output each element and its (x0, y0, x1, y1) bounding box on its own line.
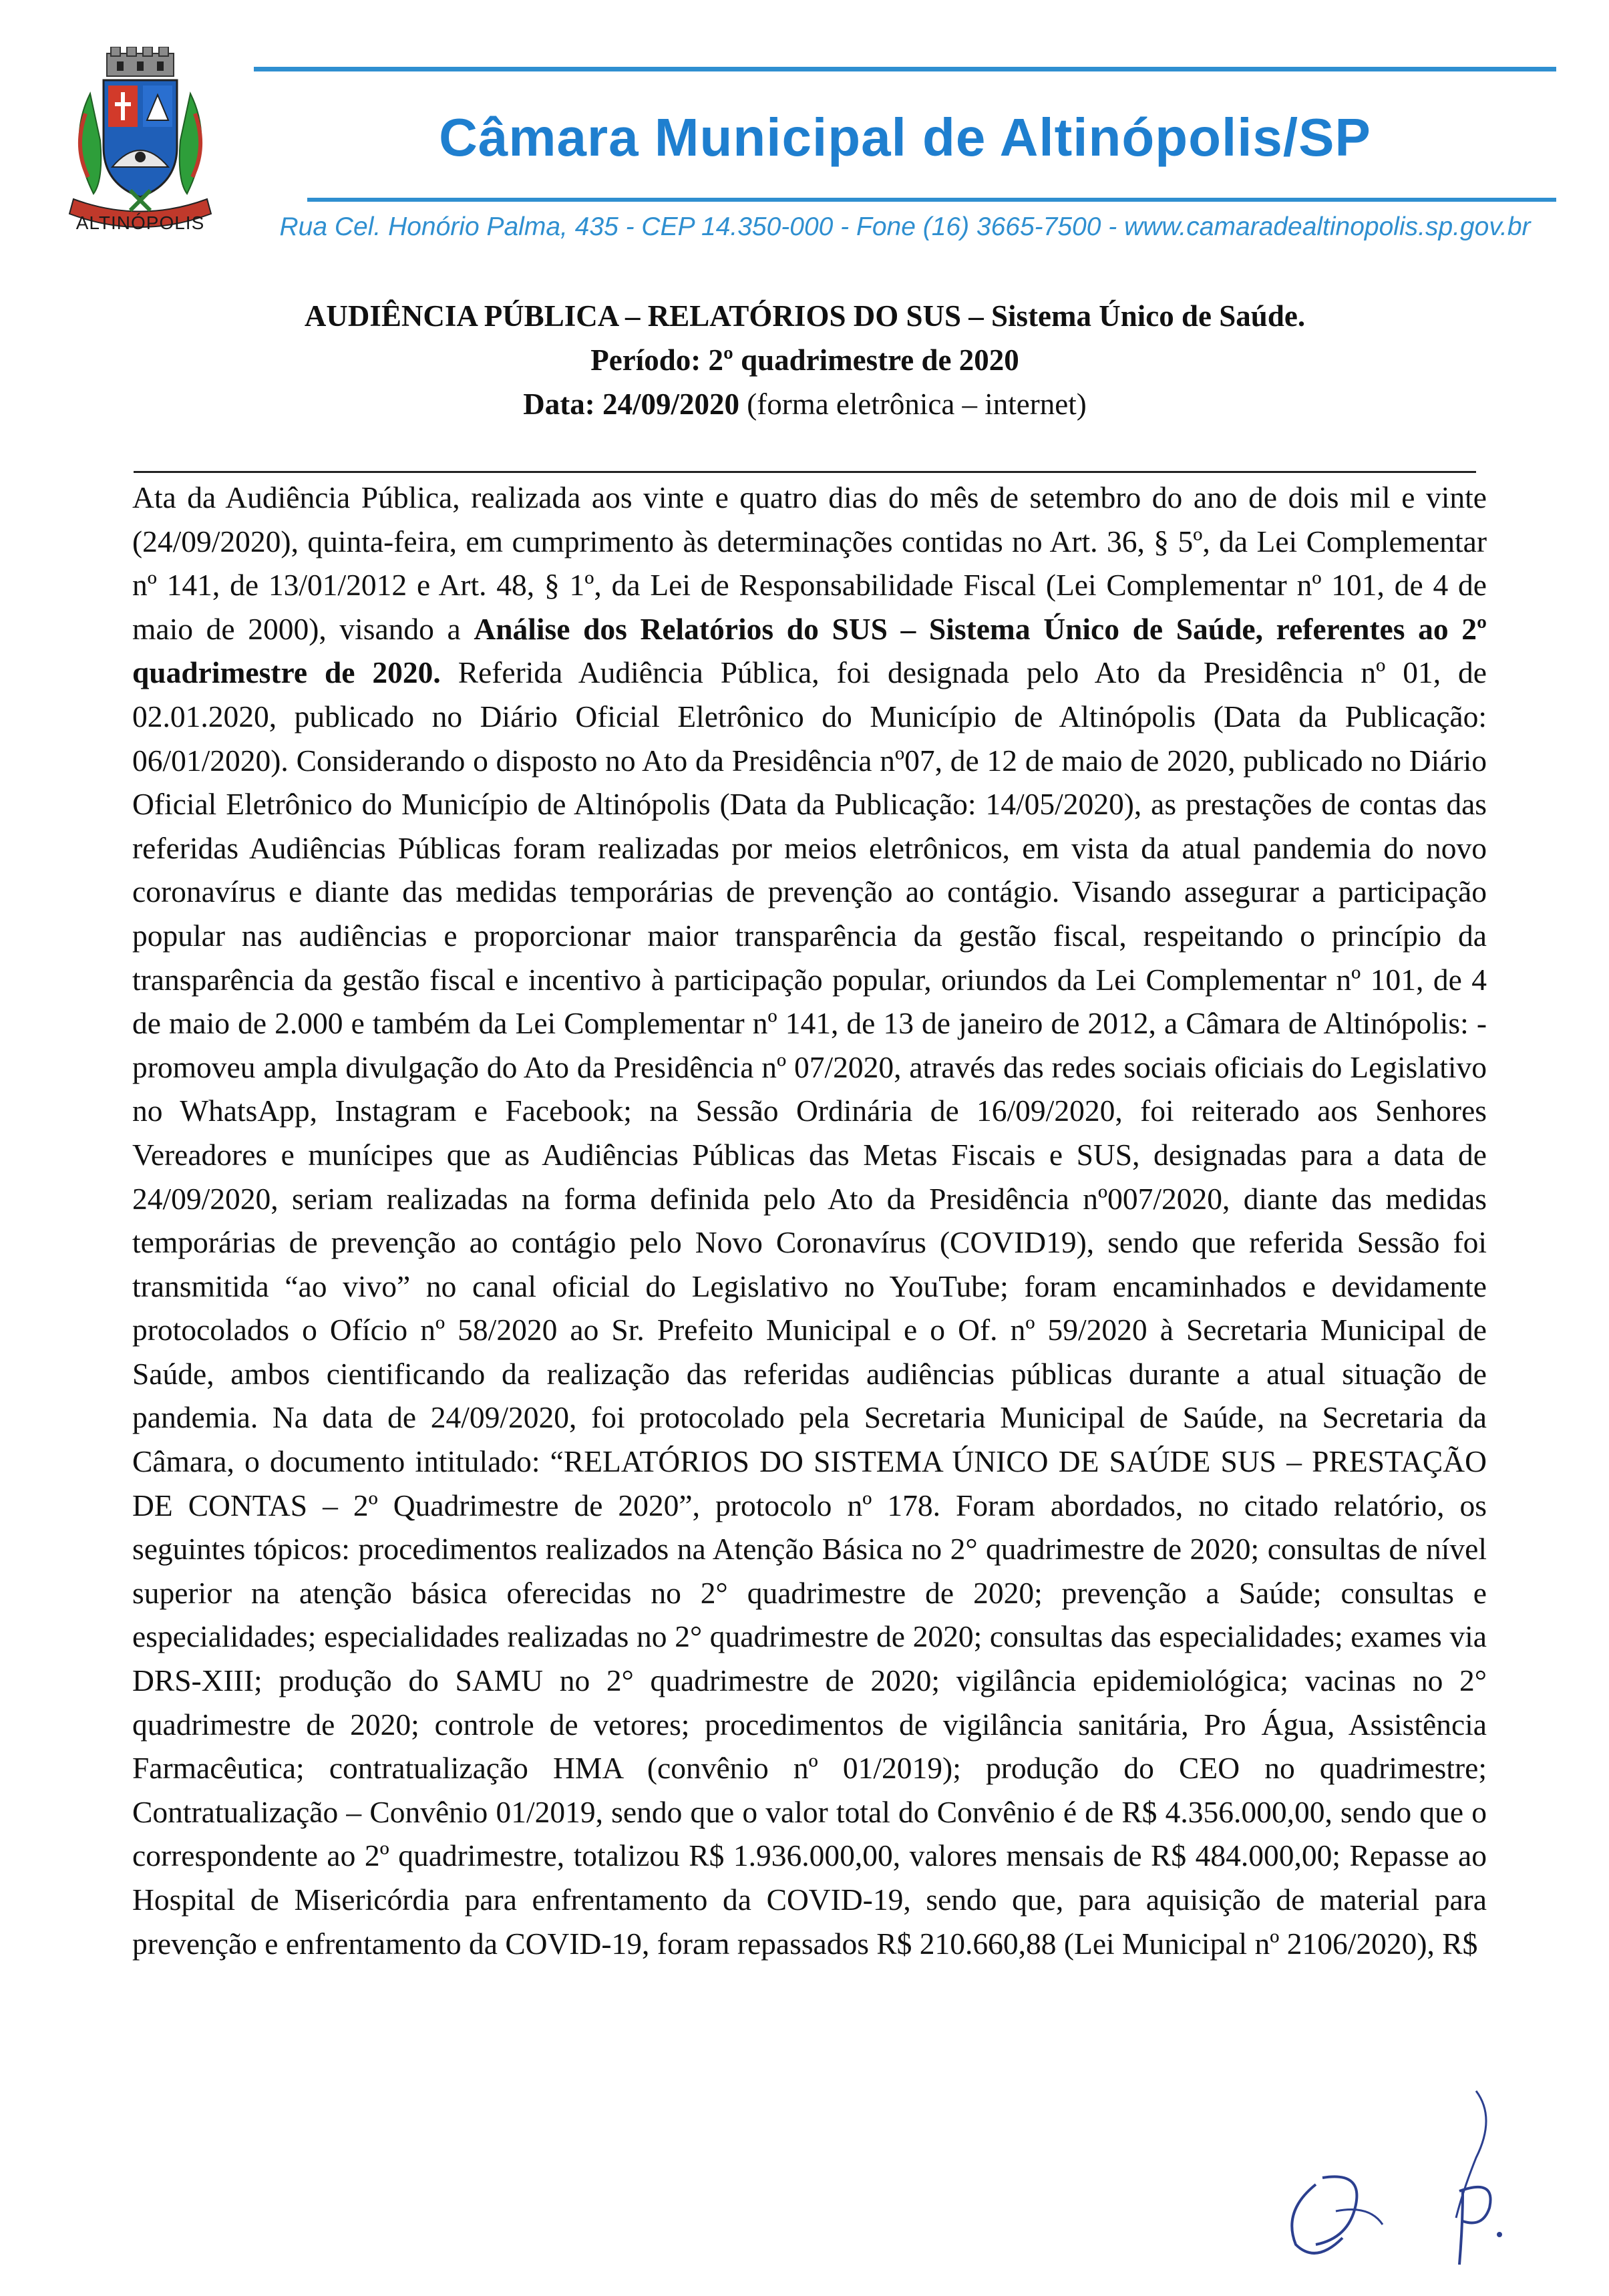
institution-name: Câmara Municipal de Altinópolis/SP (439, 108, 1371, 167)
document-period: Período: 2º quadrimestre de 2020 (590, 343, 1019, 377)
handwritten-initials-icon (1256, 2078, 1536, 2278)
title-divider (134, 471, 1476, 473)
municipal-crest-icon (53, 47, 227, 240)
crest-city-label: ALTINÓPOLIS (75, 212, 205, 233)
minutes-body-text (132, 476, 1487, 1965)
minutes-text-highlight: Análise dos Relatórios do SUS – Sistema Único de Saúde, referentes ao 2º quadrimestre de 2020. (132, 611, 1487, 690)
document-title: AUDIÊNCIA PÚBLICA – RELATÓRIOS DO SUS – Sistema Único de Saúde. (304, 299, 1306, 333)
document-date-value: Data: 24/09/2020 (523, 387, 739, 421)
institution-address: Rua Cel. Honório Palma, 435 - CEP 14.350-000 - Fone (16) 3665-7500 - www.camaradealtinopolis.sp.gov.br (279, 212, 1531, 241)
header-bottom-rule (307, 198, 1556, 202)
minutes-text-continuation: Referida Audiência Pública, foi designada pelo Ato da Presidência nº 01, de 02.01.2020, publicado no Diário Oficial Eletrônico do Município de Altinópolis (Data da Publicação: 06/01/2020). Considerando o disposto no Ato da Presidência nº07, de 12 de maio de 2020, publicado no Diário Oficial Eletrônico do Município de Altinópolis (Data da Publicação: 14/05/2020), as prestações de contas das referidas Audiências Públicas foram realizadas por meios eletrônicos, em vista da atual pandemia do novo coronavírus e diante das medidas temporárias de prevenção ao contágio. Visando assegurar a participação popular nas audiências e proporcionar maior transparência da gestão fiscal, respeitando o princípio da transparência da gestão fiscal e incentivo à participação popular, oriundos da Lei Complementar nº 101, de 4 de maio de 2.000 e também da Lei Complementar nº 141, de 13 de janeiro de 2012, a Câmara de Altinópolis: - promoveu ampla divulgação do Ato da Presidência nº 07/2020, através das redes sociais oficiais do Legislativo no WhatsApp, Instagram e Facebook; na Sessão Ordinária de 16/09/2020, foi reiterado aos Senhores Vereadores e munícipes que as Audiências Públicas das Metas Fiscais e SUS, designadas para a data de 24/09/2020, seriam realizadas na forma definida pelo Ato da Presidência nº007/2020, diante das medidas temporárias de prevenção ao contágio pelo Novo Coronavírus (COVID19), sendo que referida Sessão foi transmitida “ao vivo” no canal oficial do Legislativo no YouTube; foram encaminhados e devidamente protocolados o Ofício nº 58/2020 ao Sr. Prefeito Municipal e o Of. nº 59/2020 à Secretaria Municipal de Saúde, ambos cientificando da realização das referidas audiências públicas durante a atual situação de pandemia. Na data de 24/09/2020, foi protocolado pela Secretaria Municipal de Saúde, na Secretaria da Câmara, o documento intitulado: “RELATÓRIOS DO SISTEMA ÚNICO DE SAÚDE SUS – PRESTAÇÃO DE CONTAS – 2º Quadrimestre de 2020”, protocolo nº 178. Foram abordados, no citado relatório, os seguintes tópicos: procedimentos realizados na Atenção Básica no 2° quadrimestre de 2020; consultas de nível superior na atenção básica oferecidas no 2° quadrimestre de 2020; prevenção a Saúde; consultas e especialidades; especialidades realizadas no 2° quadrimestre de 2020; consultas das especialidades; exames via DRS-XIII; produção do SAMU no 2° quadrimestre de 2020; vigilância epidemiológica; vacinas no 2° quadrimestre de 2020; controle de vetores; procedimentos de vigilância sanitária, Pro Água, Assistência Farmacêutica; contratualização HMA (convênio nº 01/2019); produção do CEO no quadrimestre; Contratualização – Convênio 01/2019, sendo que o valor total do Convênio é de R$ 4.356.000,00, sendo que o correspondente ao 2º quadrimestre, totalizou R$ 1.936.000,00, valores mensais de R$ 484.000,00; Repasse ao Hospital de Misericórdia para enfrentamento da COVID-19, sendo que, para aquisição de material para prevenção e enfrentamento da COVID-19, foram repassados R$ 210.660,88 (Lei Municipal nº 2106/2020), R$ (132, 655, 1487, 1961)
document-date (134, 382, 1476, 426)
header-top-rule (254, 67, 1556, 71)
document-title-block (134, 294, 1476, 426)
document-date-note: (forma eletrônica – internet) (739, 387, 1087, 421)
minutes-text-opening: Ata da Audiência Pública, realizada aos vinte e quatro dias do mês de setembro do ano de dois mil e vinte (24/09/2020), quinta-feira, em cumprimento às determinações contidas no Art. 36, § 5º, da Lei Complementar nº 141, de 13/01/2012 e Art. 48, § 1º, da Lei de Responsabilidade Fiscal (Lei Complementar nº 101, de 4 de maio de 2000), visando a (132, 480, 1487, 646)
